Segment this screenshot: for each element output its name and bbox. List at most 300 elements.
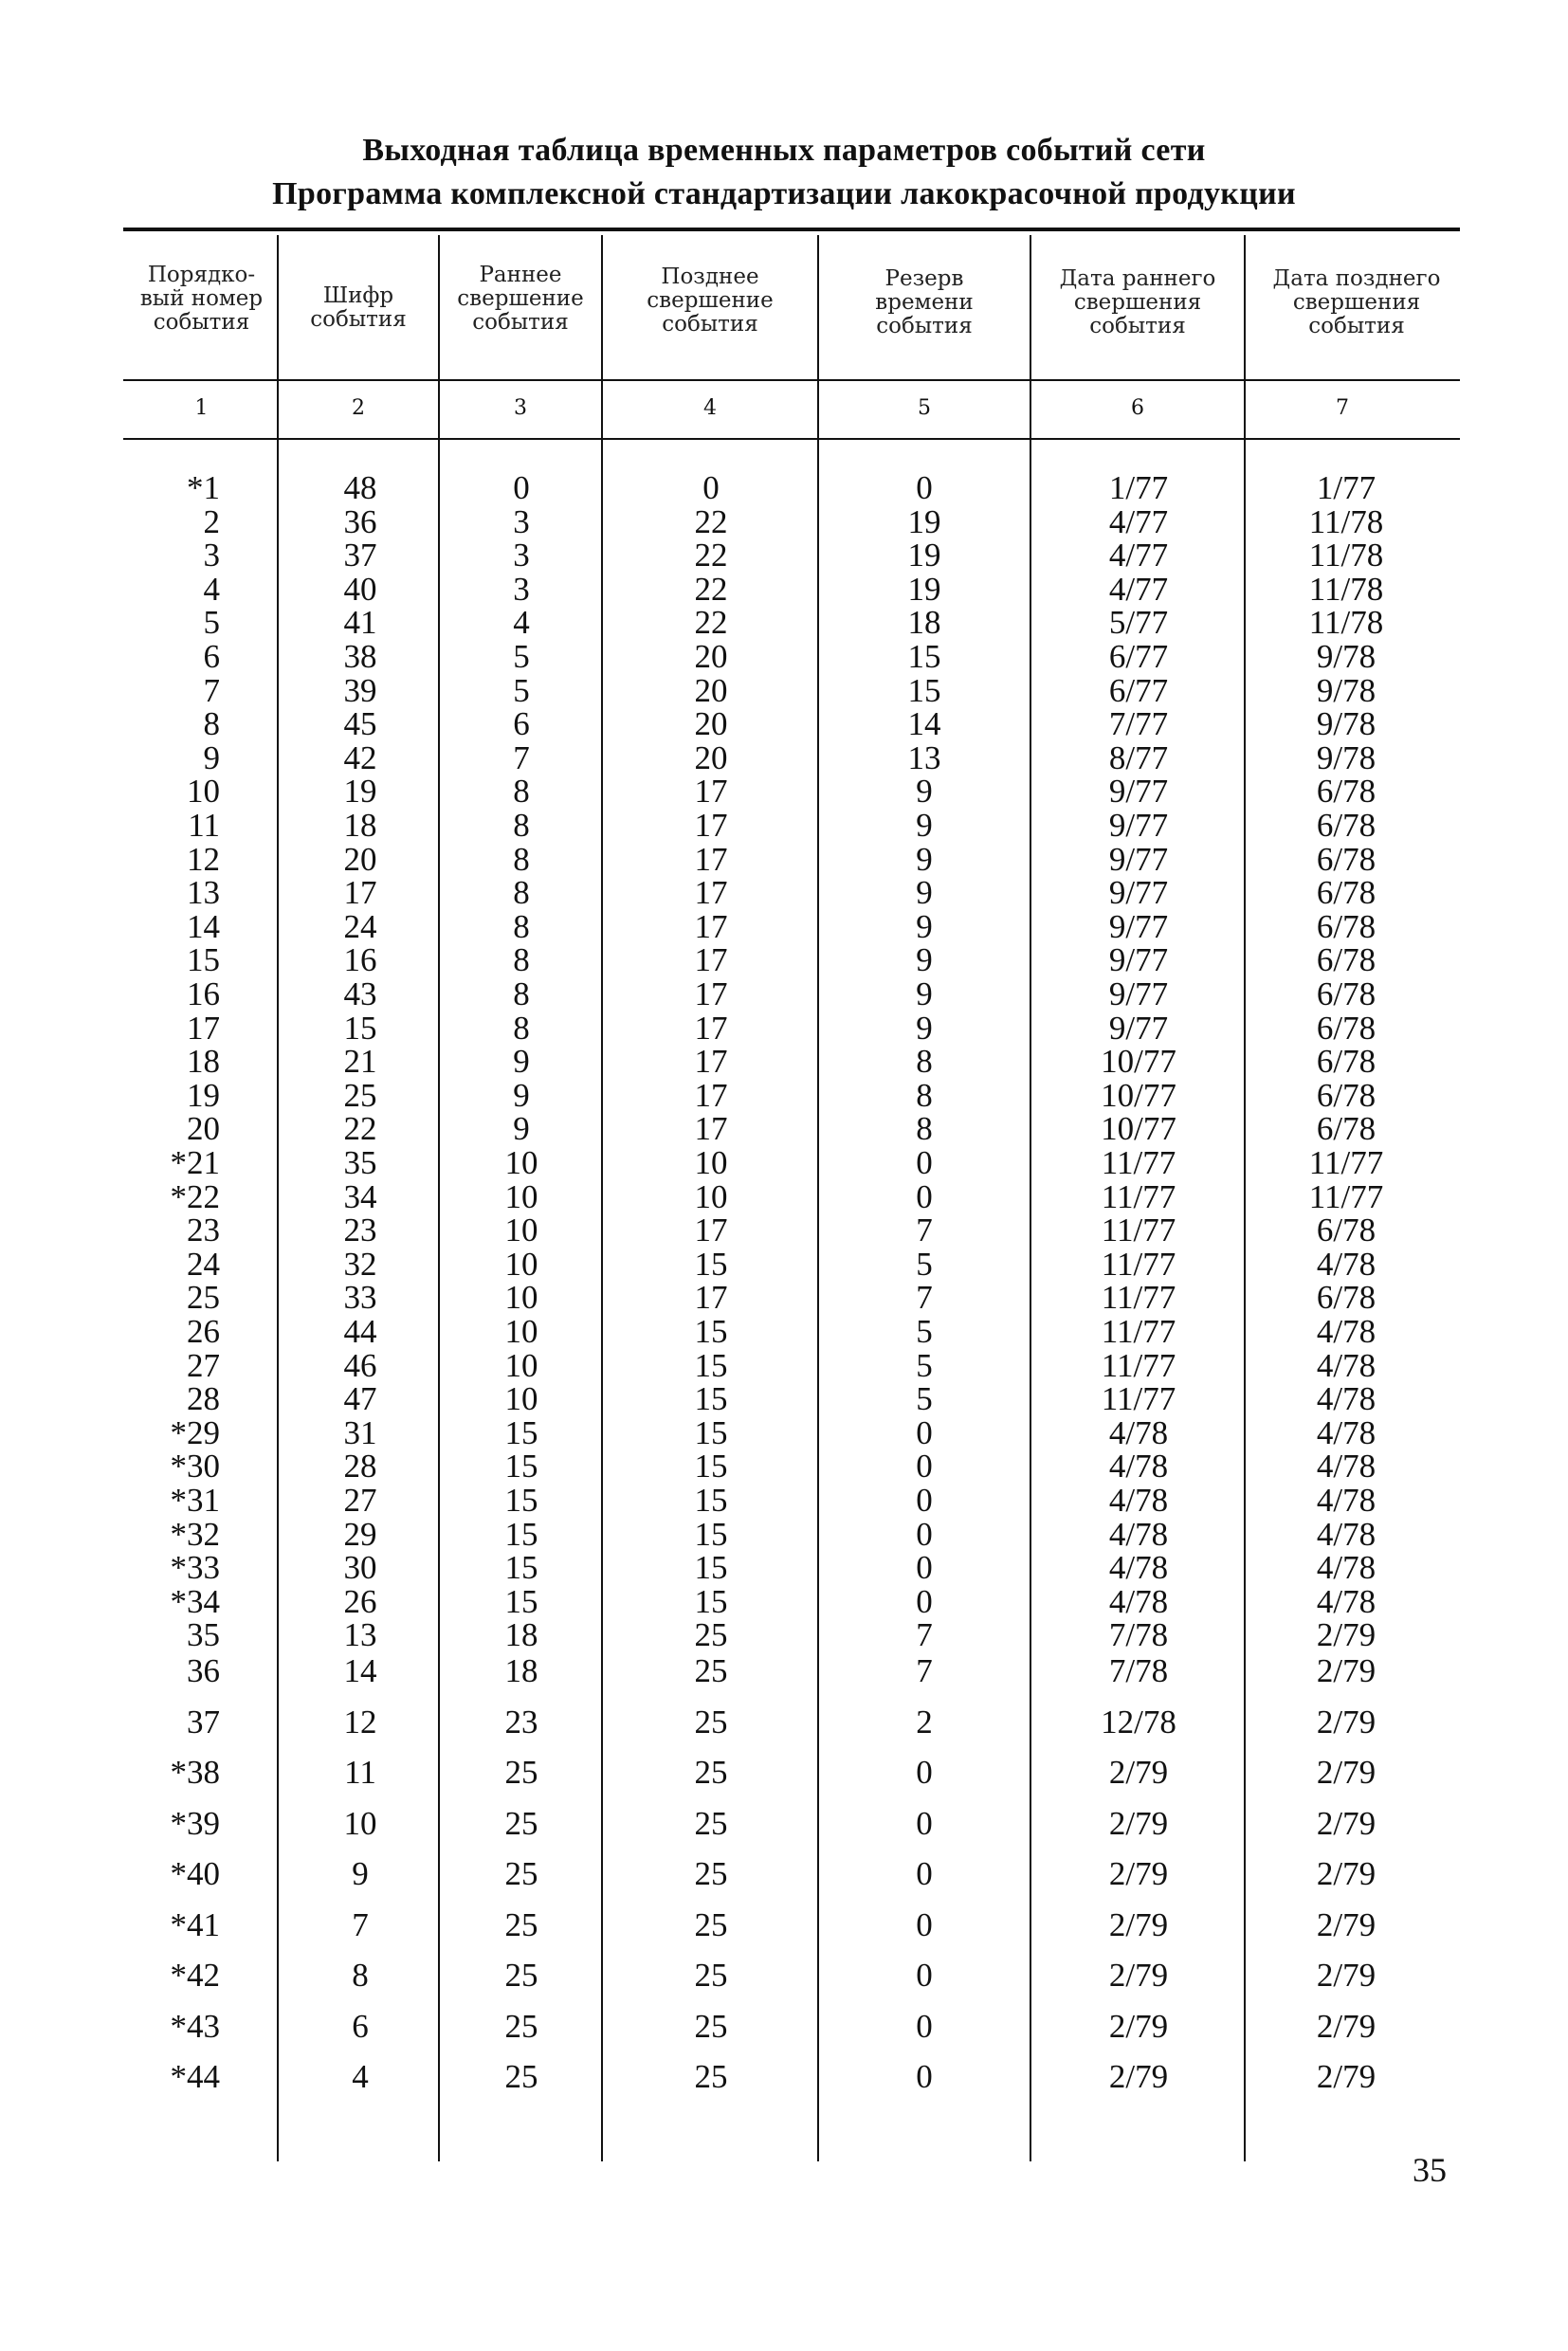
- cell-event-code: 27: [343, 1482, 377, 1519]
- cell-event-code: 35: [343, 1144, 377, 1181]
- cell-late-date: 2/79: [1316, 1957, 1377, 1994]
- cell-slack: 0: [916, 2007, 933, 2045]
- cell-slack: 0: [916, 469, 933, 506]
- cell-event-code: 40: [343, 570, 377, 608]
- cell-event-code: 44: [343, 1313, 377, 1350]
- cell-late-date: 6/78: [1316, 1076, 1377, 1114]
- cell-late-time: 17: [694, 907, 728, 945]
- cell-event-code: 25: [343, 1076, 377, 1114]
- page-number: 35: [1413, 2151, 1447, 2189]
- cell-event-order: 6: [203, 638, 220, 675]
- cell-late-date: 6/78: [1316, 840, 1377, 878]
- header-early-time: Раннее свершение события: [457, 263, 584, 335]
- cell-early-time: 8: [513, 807, 530, 844]
- cell-slack: 15: [907, 671, 941, 709]
- cell-event-order: *40: [170, 1855, 220, 1892]
- cell-late-time: 25: [694, 1804, 728, 1842]
- cell-late-date: 2/79: [1316, 1905, 1377, 1943]
- cell-late-time: 25: [694, 1957, 728, 1994]
- cell-event-order: 12: [187, 840, 220, 878]
- cell-early-date: 4/78: [1108, 1413, 1169, 1451]
- cell-event-code: 38: [343, 638, 377, 675]
- cell-event-code: 6: [352, 2007, 369, 2045]
- column-divider: [1244, 235, 1246, 2161]
- cell-late-date: 2/79: [1316, 1855, 1377, 1892]
- column-number: 2: [352, 396, 365, 420]
- cell-early-time: 25: [504, 1957, 538, 1994]
- cell-event-code: 43: [343, 975, 377, 1012]
- cell-event-order: *29: [170, 1413, 220, 1451]
- cell-late-date: 2/79: [1316, 1616, 1377, 1654]
- cell-early-time: 23: [504, 1703, 538, 1740]
- cell-early-date: 9/77: [1108, 840, 1169, 878]
- cell-event-code: 32: [343, 1245, 377, 1283]
- cell-early-date: 7/77: [1108, 705, 1169, 743]
- cell-late-date: 2/79: [1316, 1652, 1377, 1689]
- cell-late-time: 10: [694, 1177, 728, 1215]
- cell-event-order: *30: [170, 1448, 220, 1485]
- cell-event-order: 5: [203, 604, 220, 642]
- cell-event-order: 25: [187, 1279, 220, 1317]
- cell-early-date: 11/77: [1101, 1245, 1176, 1283]
- cell-event-order: 35: [187, 1616, 220, 1654]
- cell-early-date: 5/77: [1108, 604, 1169, 642]
- cell-slack: 2: [916, 1703, 933, 1740]
- cell-early-time: 10: [504, 1279, 538, 1317]
- cell-late-date: 6/78: [1316, 975, 1377, 1012]
- table-subtitle: Программа комплексной стандартизации лакокрасочной продукции: [272, 176, 1296, 211]
- cell-slack: 9: [916, 874, 933, 912]
- cell-slack: 5: [916, 1313, 933, 1350]
- cell-late-date: 11/77: [1308, 1144, 1384, 1181]
- cell-event-order: 3: [203, 537, 220, 574]
- cell-early-time: 10: [504, 1177, 538, 1215]
- cell-event-code: 18: [343, 807, 377, 844]
- cell-early-time: 8: [513, 941, 530, 979]
- column-number: 3: [514, 396, 527, 420]
- cell-early-date: 4/78: [1108, 1582, 1169, 1620]
- cell-early-date: 2/79: [1108, 1754, 1169, 1791]
- cell-late-date: 4/78: [1316, 1549, 1377, 1587]
- cell-event-code: 30: [343, 1549, 377, 1587]
- cell-late-time: 15: [694, 1582, 728, 1620]
- cell-early-date: 11/77: [1101, 1380, 1176, 1418]
- cell-event-order: 11: [188, 807, 220, 844]
- cell-slack: 9: [916, 807, 933, 844]
- cell-event-code: 11: [344, 1754, 376, 1791]
- cell-event-code: 46: [343, 1346, 377, 1384]
- cell-slack: 5: [916, 1346, 933, 1384]
- cell-late-time: 17: [694, 874, 728, 912]
- cell-event-order: *33: [170, 1549, 220, 1587]
- cell-slack: 0: [916, 1177, 933, 1215]
- cell-late-time: 10: [694, 1144, 728, 1181]
- cell-late-time: 25: [694, 2007, 728, 2045]
- cell-early-time: 9: [513, 1043, 530, 1081]
- cell-event-code: 29: [343, 1515, 377, 1553]
- cell-early-date: 10/77: [1101, 1043, 1176, 1081]
- cell-event-order: 18: [187, 1043, 220, 1081]
- cell-late-time: 15: [694, 1313, 728, 1350]
- cell-slack: 0: [916, 1905, 933, 1943]
- cell-event-code: 42: [343, 738, 377, 776]
- cell-late-time: 17: [694, 840, 728, 878]
- cell-late-date: 11/78: [1308, 537, 1384, 574]
- cell-early-date: 11/77: [1101, 1313, 1176, 1350]
- cell-early-date: 11/77: [1101, 1346, 1176, 1384]
- cell-late-time: 25: [694, 1652, 728, 1689]
- cell-early-date: 8/77: [1108, 738, 1169, 776]
- cell-slack: 18: [907, 604, 941, 642]
- cell-early-time: 10: [504, 1144, 538, 1181]
- header-late-time: Позднее свершение события: [647, 264, 774, 337]
- cell-slack: 5: [916, 1380, 933, 1418]
- cell-event-code: 14: [343, 1652, 377, 1689]
- cell-slack: 19: [907, 502, 941, 540]
- cell-event-order: 37: [187, 1703, 220, 1740]
- cell-early-date: 9/77: [1108, 907, 1169, 945]
- cell-event-code: 19: [343, 773, 377, 811]
- cell-early-time: 6: [513, 705, 530, 743]
- cell-early-date: 4/78: [1108, 1482, 1169, 1519]
- cell-late-date: 2/79: [1316, 1754, 1377, 1791]
- cell-slack: 7: [916, 1616, 933, 1654]
- cell-early-time: 18: [504, 1616, 538, 1654]
- cell-slack: 8: [916, 1076, 933, 1114]
- numbers-rule: [123, 438, 1460, 440]
- header-slack: Резерв времени события: [875, 266, 974, 338]
- cell-late-date: 6/78: [1316, 1279, 1377, 1317]
- cell-event-order: 4: [203, 570, 220, 608]
- cell-event-order: 23: [187, 1212, 220, 1249]
- header-late-date: Дата позднего свершения события: [1272, 266, 1441, 338]
- cell-event-order: 24: [187, 1245, 220, 1283]
- cell-slack: 5: [916, 1245, 933, 1283]
- cell-late-time: 17: [694, 807, 728, 844]
- cell-early-time: 5: [513, 671, 530, 709]
- cell-early-time: 10: [504, 1346, 538, 1384]
- cell-slack: 9: [916, 840, 933, 878]
- cell-early-date: 4/77: [1108, 502, 1169, 540]
- cell-event-code: 15: [343, 1009, 377, 1047]
- cell-event-order: *21: [170, 1144, 220, 1181]
- cell-slack: 15: [907, 638, 941, 675]
- cell-early-time: 8: [513, 840, 530, 878]
- cell-early-time: 25: [504, 2007, 538, 2045]
- cell-late-date: 11/77: [1308, 1177, 1384, 1215]
- column-divider: [277, 235, 279, 2161]
- cell-early-date: 11/77: [1101, 1212, 1176, 1249]
- cell-late-date: 1/77: [1316, 469, 1377, 506]
- cell-early-date: 2/79: [1108, 2007, 1169, 2045]
- cell-event-order: *38: [170, 1754, 220, 1791]
- cell-late-date: 6/78: [1316, 1110, 1377, 1148]
- cell-early-time: 15: [504, 1582, 538, 1620]
- cell-event-order: 7: [203, 671, 220, 709]
- cell-early-date: 6/77: [1108, 671, 1169, 709]
- cell-late-time: 20: [694, 705, 728, 743]
- cell-late-date: 4/78: [1316, 1582, 1377, 1620]
- cell-event-order: 9: [203, 738, 220, 776]
- cell-late-date: 2/79: [1316, 1703, 1377, 1740]
- cell-event-order: 28: [187, 1380, 220, 1418]
- cell-event-order: 27: [187, 1346, 220, 1384]
- cell-event-code: 48: [343, 469, 377, 506]
- cell-event-order: 20: [187, 1110, 220, 1148]
- cell-slack: 0: [916, 2058, 933, 2095]
- cell-late-time: 22: [694, 570, 728, 608]
- cell-event-code: 28: [343, 1448, 377, 1485]
- cell-early-time: 8: [513, 874, 530, 912]
- cell-early-date: 2/79: [1108, 1957, 1169, 1994]
- cell-late-date: 6/78: [1316, 1009, 1377, 1047]
- cell-early-date: 11/77: [1101, 1279, 1176, 1317]
- cell-early-date: 9/77: [1108, 1009, 1169, 1047]
- cell-early-time: 15: [504, 1482, 538, 1519]
- cell-late-date: 9/78: [1316, 705, 1377, 743]
- cell-event-order: 15: [187, 941, 220, 979]
- cell-early-time: 15: [504, 1515, 538, 1553]
- cell-early-time: 10: [504, 1313, 538, 1350]
- cell-slack: 0: [916, 1515, 933, 1553]
- cell-slack: 9: [916, 907, 933, 945]
- cell-early-date: 7/78: [1108, 1652, 1169, 1689]
- cell-early-time: 10: [504, 1212, 538, 1249]
- column-divider: [438, 235, 440, 2161]
- cell-event-code: 33: [343, 1279, 377, 1317]
- cell-late-time: 22: [694, 604, 728, 642]
- cell-early-time: 15: [504, 1549, 538, 1587]
- cell-slack: 19: [907, 570, 941, 608]
- cell-early-time: 25: [504, 1905, 538, 1943]
- cell-late-date: 9/78: [1316, 638, 1377, 675]
- cell-event-code: 39: [343, 671, 377, 709]
- cell-early-time: 8: [513, 1009, 530, 1047]
- cell-late-date: 6/78: [1316, 1043, 1377, 1081]
- cell-late-date: 6/78: [1316, 874, 1377, 912]
- cell-early-time: 18: [504, 1652, 538, 1689]
- cell-late-date: 6/78: [1316, 941, 1377, 979]
- header-rule: [123, 379, 1460, 381]
- cell-early-time: 15: [504, 1448, 538, 1485]
- cell-late-time: 20: [694, 671, 728, 709]
- cell-late-date: 4/78: [1316, 1413, 1377, 1451]
- cell-event-code: 41: [343, 604, 377, 642]
- cell-slack: 14: [907, 705, 941, 743]
- cell-slack: 7: [916, 1212, 933, 1249]
- cell-early-date: 4/77: [1108, 570, 1169, 608]
- cell-slack: 0: [916, 1957, 933, 1994]
- cell-late-time: 17: [694, 1043, 728, 1081]
- cell-early-date: 11/77: [1101, 1144, 1176, 1181]
- cell-early-time: 25: [504, 2058, 538, 2095]
- cell-late-date: 4/78: [1316, 1448, 1377, 1485]
- cell-late-time: 17: [694, 1076, 728, 1114]
- cell-late-date: 4/78: [1316, 1346, 1377, 1384]
- cell-early-time: 15: [504, 1413, 538, 1451]
- cell-late-date: 9/78: [1316, 671, 1377, 709]
- cell-slack: 0: [916, 1448, 933, 1485]
- cell-late-time: 17: [694, 941, 728, 979]
- cell-slack: 0: [916, 1413, 933, 1451]
- cell-event-code: 4: [352, 2058, 369, 2095]
- cell-late-time: 0: [702, 469, 720, 506]
- cell-late-time: 22: [694, 502, 728, 540]
- cell-late-time: 17: [694, 1110, 728, 1148]
- cell-early-date: 2/79: [1108, 1804, 1169, 1842]
- cell-early-date: 9/77: [1108, 874, 1169, 912]
- cell-slack: 0: [916, 1549, 933, 1587]
- cell-event-code: 24: [343, 907, 377, 945]
- cell-late-time: 25: [694, 1754, 728, 1791]
- cell-early-date: 12/78: [1101, 1703, 1176, 1740]
- cell-late-date: 6/78: [1316, 807, 1377, 844]
- column-divider: [817, 235, 819, 2161]
- cell-slack: 8: [916, 1043, 933, 1081]
- cell-event-order: 26: [187, 1313, 220, 1350]
- cell-late-time: 17: [694, 975, 728, 1012]
- cell-event-order: 14: [187, 907, 220, 945]
- cell-slack: 0: [916, 1855, 933, 1892]
- cell-event-code: 7: [352, 1905, 369, 1943]
- cell-late-time: 25: [694, 1905, 728, 1943]
- cell-event-code: 10: [343, 1804, 377, 1842]
- cell-slack: 7: [916, 1652, 933, 1689]
- cell-late-date: 4/78: [1316, 1245, 1377, 1283]
- cell-late-date: 4/78: [1316, 1380, 1377, 1418]
- cell-early-time: 8: [513, 773, 530, 811]
- cell-early-time: 4: [513, 604, 530, 642]
- cell-late-date: 6/78: [1316, 907, 1377, 945]
- cell-late-date: 11/78: [1308, 502, 1384, 540]
- cell-early-time: 25: [504, 1855, 538, 1892]
- cell-early-date: 11/77: [1101, 1177, 1176, 1215]
- cell-event-order: *32: [170, 1515, 220, 1553]
- cell-late-date: 4/78: [1316, 1482, 1377, 1519]
- top-rule: [123, 228, 1460, 231]
- header-event-order: Порядко- вый номер события: [139, 263, 264, 335]
- cell-slack: 9: [916, 975, 933, 1012]
- column-number: 7: [1336, 396, 1349, 420]
- cell-late-date: 2/79: [1316, 1804, 1377, 1842]
- cell-early-time: 3: [513, 502, 530, 540]
- cell-late-time: 17: [694, 1279, 728, 1317]
- cell-early-time: 7: [513, 738, 530, 776]
- column-number: 1: [194, 396, 209, 420]
- cell-late-time: 25: [694, 1855, 728, 1892]
- cell-late-time: 17: [694, 1212, 728, 1249]
- cell-early-date: 6/77: [1108, 638, 1169, 675]
- cell-early-time: 10: [504, 1245, 538, 1283]
- cell-early-time: 8: [513, 975, 530, 1012]
- cell-slack: 9: [916, 941, 933, 979]
- cell-event-order: *22: [170, 1177, 220, 1215]
- cell-late-time: 15: [694, 1413, 728, 1451]
- cell-event-code: 21: [343, 1043, 377, 1081]
- cell-event-code: 34: [343, 1177, 377, 1215]
- cell-event-code: 13: [343, 1616, 377, 1654]
- cell-early-date: 9/77: [1108, 773, 1169, 811]
- cell-early-date: 10/77: [1101, 1110, 1176, 1148]
- cell-event-order: *42: [170, 1957, 220, 1994]
- cell-late-date: 11/78: [1308, 570, 1384, 608]
- cell-event-code: 9: [352, 1855, 369, 1892]
- cell-slack: 0: [916, 1804, 933, 1842]
- header-event-code: Шифр события: [310, 283, 407, 332]
- cell-event-order: 19: [187, 1076, 220, 1114]
- cell-early-time: 10: [504, 1380, 538, 1418]
- cell-late-time: 17: [694, 773, 728, 811]
- cell-early-date: 4/78: [1108, 1549, 1169, 1587]
- cell-event-order: *31: [170, 1482, 220, 1519]
- cell-early-time: 0: [513, 469, 530, 506]
- cell-early-date: 10/77: [1101, 1076, 1176, 1114]
- cell-early-date: 2/79: [1108, 1905, 1169, 1943]
- cell-late-time: 15: [694, 1448, 728, 1485]
- cell-slack: 13: [907, 738, 941, 776]
- cell-late-time: 20: [694, 738, 728, 776]
- cell-late-time: 15: [694, 1549, 728, 1587]
- cell-slack: 9: [916, 1009, 933, 1047]
- column-number: 6: [1131, 396, 1144, 420]
- cell-early-date: 2/79: [1108, 1855, 1169, 1892]
- cell-slack: 8: [916, 1110, 933, 1148]
- cell-event-order: 17: [187, 1009, 220, 1047]
- cell-event-code: 45: [343, 705, 377, 743]
- cell-event-order: 8: [203, 705, 220, 743]
- cell-event-order: *43: [170, 2007, 220, 2045]
- cell-late-time: 15: [694, 1515, 728, 1553]
- cell-event-order: 13: [187, 874, 220, 912]
- cell-event-code: 31: [343, 1413, 377, 1451]
- column-divider: [601, 235, 603, 2161]
- table-title: Выходная таблица временных параметров событий сети: [362, 133, 1206, 168]
- cell-late-date: 2/79: [1316, 2058, 1377, 2095]
- cell-slack: 0: [916, 1144, 933, 1181]
- cell-early-date: 9/77: [1108, 941, 1169, 979]
- column-number: 5: [918, 396, 931, 420]
- cell-late-date: 11/78: [1308, 604, 1384, 642]
- cell-early-time: 25: [504, 1804, 538, 1842]
- cell-event-code: 37: [343, 537, 377, 574]
- cell-event-order: *1: [187, 469, 220, 506]
- cell-event-code: 16: [343, 941, 377, 979]
- cell-late-date: 4/78: [1316, 1313, 1377, 1350]
- cell-early-time: 5: [513, 638, 530, 675]
- cell-late-time: 15: [694, 1380, 728, 1418]
- cell-late-time: 17: [694, 1009, 728, 1047]
- cell-event-code: 20: [343, 840, 377, 878]
- cell-event-code: 47: [343, 1380, 377, 1418]
- cell-late-time: 25: [694, 1616, 728, 1654]
- cell-early-time: 25: [504, 1754, 538, 1791]
- cell-event-code: 17: [343, 874, 377, 912]
- cell-event-order: 16: [187, 975, 220, 1012]
- cell-early-date: 2/79: [1108, 2058, 1169, 2095]
- cell-event-code: 22: [343, 1110, 377, 1148]
- cell-late-date: 4/78: [1316, 1515, 1377, 1553]
- column-divider: [1030, 235, 1031, 2161]
- cell-early-time: 8: [513, 907, 530, 945]
- cell-early-time: 3: [513, 537, 530, 574]
- cell-event-order: *41: [170, 1905, 220, 1943]
- cell-late-date: 6/78: [1316, 1212, 1377, 1249]
- cell-early-time: 9: [513, 1076, 530, 1114]
- cell-event-order: *39: [170, 1804, 220, 1842]
- cell-late-time: 22: [694, 537, 728, 574]
- cell-event-order: 2: [203, 502, 220, 540]
- cell-event-order: 10: [187, 773, 220, 811]
